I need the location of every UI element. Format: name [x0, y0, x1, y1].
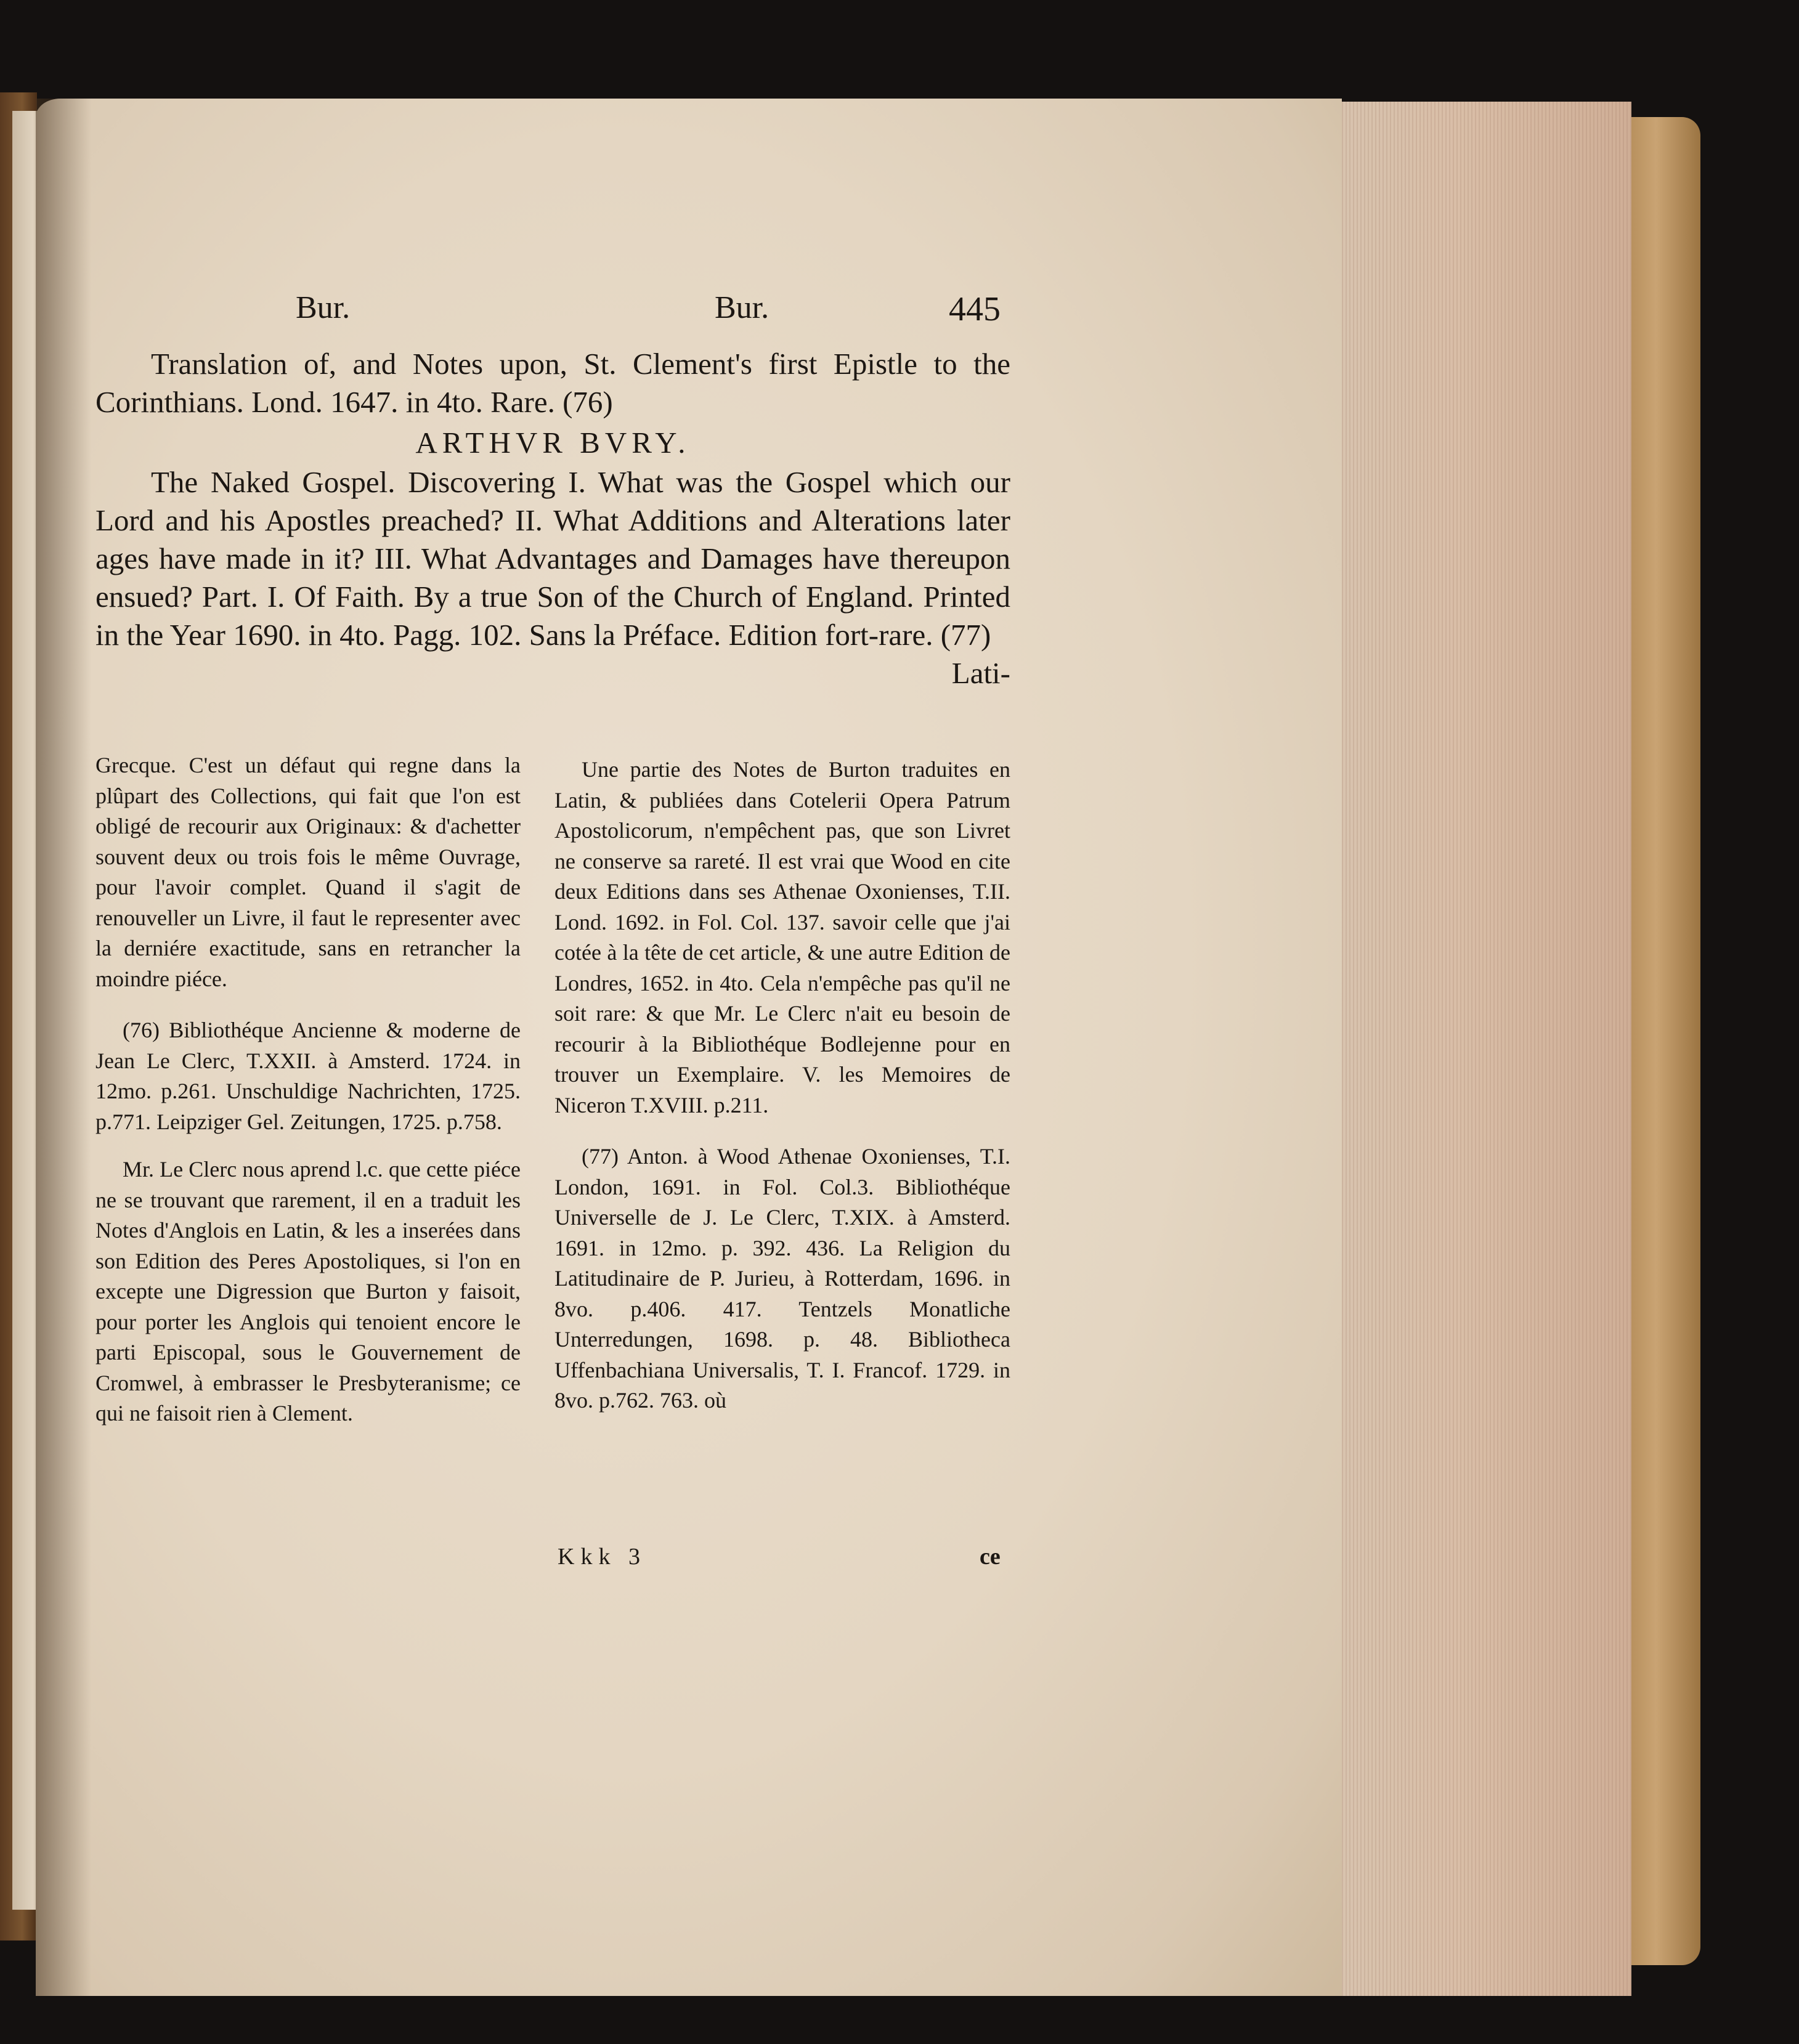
main-catchword: Lati- — [951, 656, 1010, 690]
main-paragraph-2: The Naked Gospel. Discovering I. What was the Gospel which our Lord and his Apostles preached? II. What Additions and Alterations later ages have made in it? III. What Advantages and Damages have thereupon ensued? Part. I. Of Faith. By a true Son of the Church of England. Printed in the Year 1690. in 4to. Pagg. 102. Sans la Préface. Edition fort-rare. (77) — [95, 465, 1010, 652]
note-right-1: Une partie des Notes de Burton traduites en Latin, & publiées dans Cotelerii Opera Patrum Apostolicorum, n'empêchent pas, que son Livret ne conserve sa rareté. Il est vrai que Wood en cite deux Editions dans ses Athenae Oxonienses, T.II. Lond. 1692. in Fol. Col. 137. savoir celle que j'ai cotée à la tête de cet article, & une autre Edition de Londres, 1652. in 4to. Cela n'empêche pas qu'il ne soit rare: & que Mr. Le Clerc n'ait eu besoin de recourir à la Bibliothéque Bodlejenne pour en trouver un Exemplaire. V. les Memoires de Niceron T.XVIII. p.211. — [554, 757, 1010, 1117]
page-number: 445 — [949, 290, 1001, 328]
notes-right-column — [554, 755, 1010, 1437]
signature-mark: Kkk 3 — [558, 1544, 646, 1570]
running-head-left: Bur. — [296, 290, 351, 325]
gutter-shadow — [36, 99, 91, 1996]
catchword: ce — [980, 1544, 1001, 1570]
note-left-2: (76) Bibliothéque Ancienne & moderne de Jean Le Clerc, T.XXII. à Amsterd. 1724. in 12mo. p.261. Unschuldige Nachrichten, 1725. p.771. Leipziger Gel. Zeitungen, 1725. p.758. — [95, 1018, 521, 1134]
page-block-edges — [1342, 102, 1631, 1996]
main-paragraph-1: Translation of, and Notes upon, St. Clement's first Epistle to the Corinthians. Lond. 1647. in 4to. Rare. (76) — [95, 347, 1010, 419]
entry-heading: ARTHVR BVRY. — [415, 426, 691, 460]
note-left-1: Grecque. C'est un défaut qui regne dans la plûpart des Collections, qui fait que l'on est obligé de recourir aux Originaux: & d'achetter souvent deux ou trois fois le même Ouvrage, pour l'avoir complet. Quand il s'agit de renouveller un Livre, il faut le representer avec la derniére exactitude, sans en retrancher la moindre piéce. — [95, 753, 521, 991]
notes-left-column — [95, 750, 521, 1450]
note-left-3: Mr. Le Clerc nous aprend l.c. que cette piéce ne se trouvant que rarement, il en a traduit les Notes d'Anglois en Latin, & les a inserées dans son Edition des Peres Apostoliques, si l'on en excepte une Digression que Burton y faisoit, pour porter les Anglois qui tenoient encore le parti Episcopal, sous le Gouvernement de Cromwel, à embrasser le Presbyteranisme; ce qui ne faisoit rien à Clement. — [95, 1157, 521, 1426]
running-head-center: Bur. — [715, 290, 770, 325]
back-cover — [1626, 117, 1700, 1965]
note-right-2: (77) Anton. à Wood Athenae Oxonienses, T.I. London, 1691. in Fol. Col.3. Bibliothéque Universelle de J. Le Clerc, T.XIX. à Amsterd. 1691. in 12mo. p. 392. 436. La Religion du Latitudinaire de P. Jurieu, à Rotterdam, 1696. in 8vo. p.406. 417. Tentzels Monatliche Unterredungen, 1698. p. 48. Bibliotheca Uffenbachiana Universalis, T. I. Francof. 1729. in 8vo. p.762. 763. où — [554, 1144, 1010, 1413]
running-head — [0, 290, 1799, 333]
main-text — [95, 345, 1010, 692]
